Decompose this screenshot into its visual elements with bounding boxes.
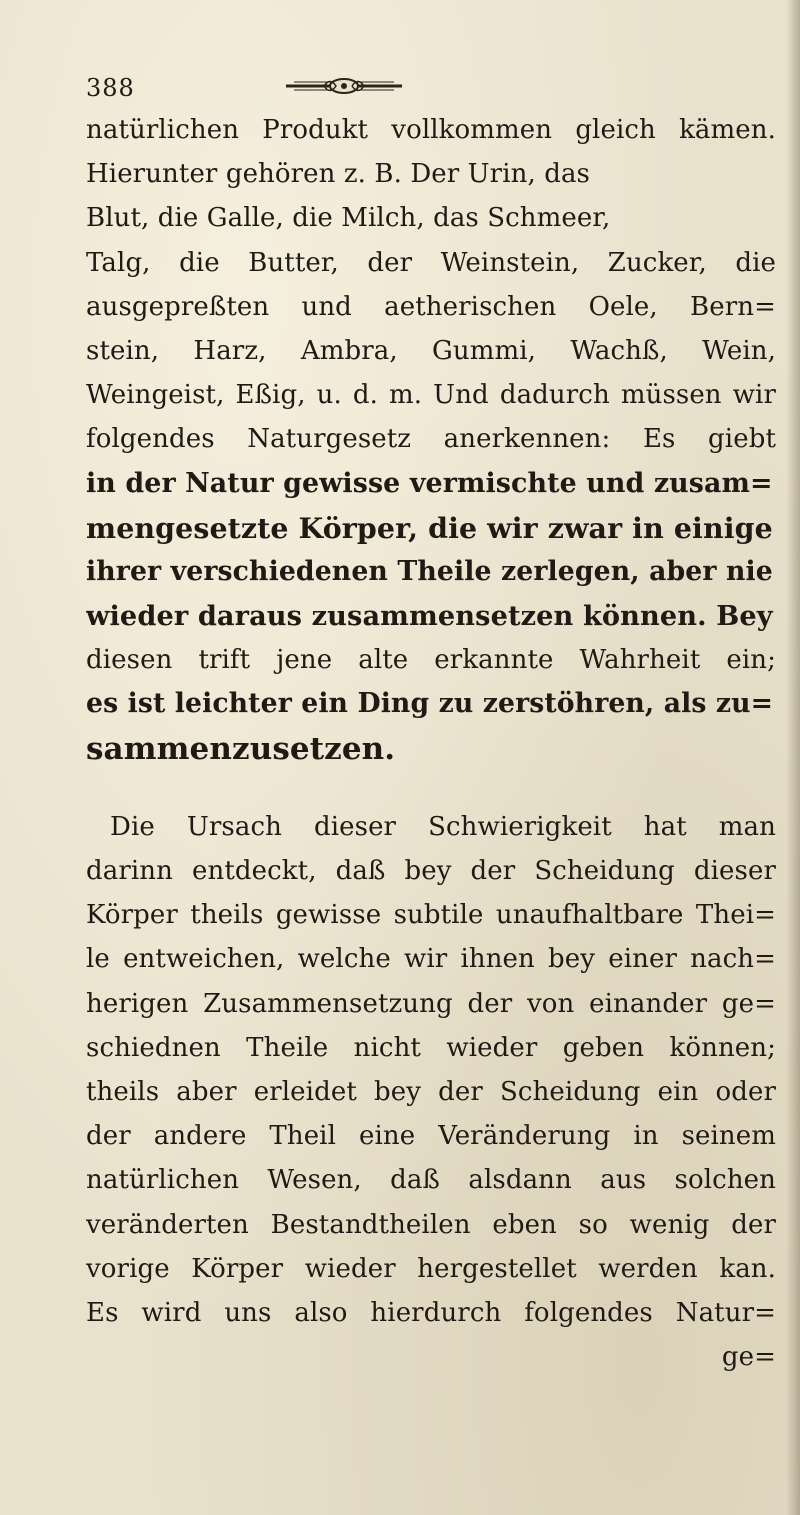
text-line: Talg, die Butter, der Weinstein, Zucker, die xyxy=(86,247,776,278)
text-line: veränderten Bestandtheilen eben so wenig der xyxy=(86,1209,776,1240)
text-line: folgendes Naturgesetz anerkennen: Es giebt xyxy=(86,424,776,455)
text-line: Die Ursach dieser Schwierigkeit hat man xyxy=(110,811,776,842)
text-line: le entweichen, welche wir ihnen bey einer nach= xyxy=(86,944,776,975)
text-line: Blut, die Galle, die Milch, das Schmeer, xyxy=(86,203,611,234)
text-line: theils aber erleidet bey der Scheidung ein oder xyxy=(86,1076,776,1107)
text-line: sammenzusetzen. xyxy=(86,730,396,767)
text-line: Hierunter gehören z. B. Der Urin, das xyxy=(86,159,590,190)
text-line: wieder daraus zusammensetzen können. Bey xyxy=(86,600,773,633)
text-line: ihrer verschiedenen Theile zerlegen, aber nie xyxy=(86,555,773,587)
body-text xyxy=(86,108,776,1379)
text-line: vorige Körper wieder hergestellet werden kan. xyxy=(86,1253,776,1284)
text-line: ge= xyxy=(721,1342,776,1373)
paragraph-gap xyxy=(86,771,776,805)
text-line: herigen Zusammensetzung der von einander ge= xyxy=(86,988,776,1019)
text-line: der andere Theil eine Veränderung in seinem xyxy=(86,1121,776,1152)
text-line: natürlichen Produkt vollkommen gleich kämen. xyxy=(86,115,776,145)
text-line: mengesetzte Körper, die wir zwar in einige xyxy=(86,510,773,545)
text-line: Weingeist, Eßig, u. d. m. Und dadurch müssen wir xyxy=(86,380,776,411)
text-line: in der Natur gewisse vermischte und zusam= xyxy=(86,467,773,499)
page-header xyxy=(86,60,746,110)
page-number: 388 xyxy=(86,74,135,102)
text-line: diesen trift jene alte erkannte Wahrheit ein; xyxy=(86,645,776,676)
text-line: darinn entdeckt, daß bey der Scheidung dieser xyxy=(86,856,776,886)
text-line: natürlichen Wesen, daß alsdann aus solchen xyxy=(86,1165,776,1196)
text-line: schiednen Theile nicht wieder geben können; xyxy=(86,1032,776,1063)
paragraph xyxy=(86,108,776,771)
text-line: Körper theils gewisse subtile unaufhaltbare Thei= xyxy=(86,900,776,931)
page-edge-shadow xyxy=(786,0,800,1515)
text-line: es ist leichter ein Ding zu zerstöhren, als zu= xyxy=(86,688,774,720)
paragraph xyxy=(86,805,776,1379)
header-ornament-icon xyxy=(284,74,404,98)
text-line: Es wird uns also hierdurch folgendes Natur= xyxy=(86,1297,776,1328)
text-line: ausgepreßten und aetherischen Oele, Bern= xyxy=(86,291,776,322)
text-line: stein, Harz, Ambra, Gummi, Wachß, Wein, xyxy=(86,335,776,366)
